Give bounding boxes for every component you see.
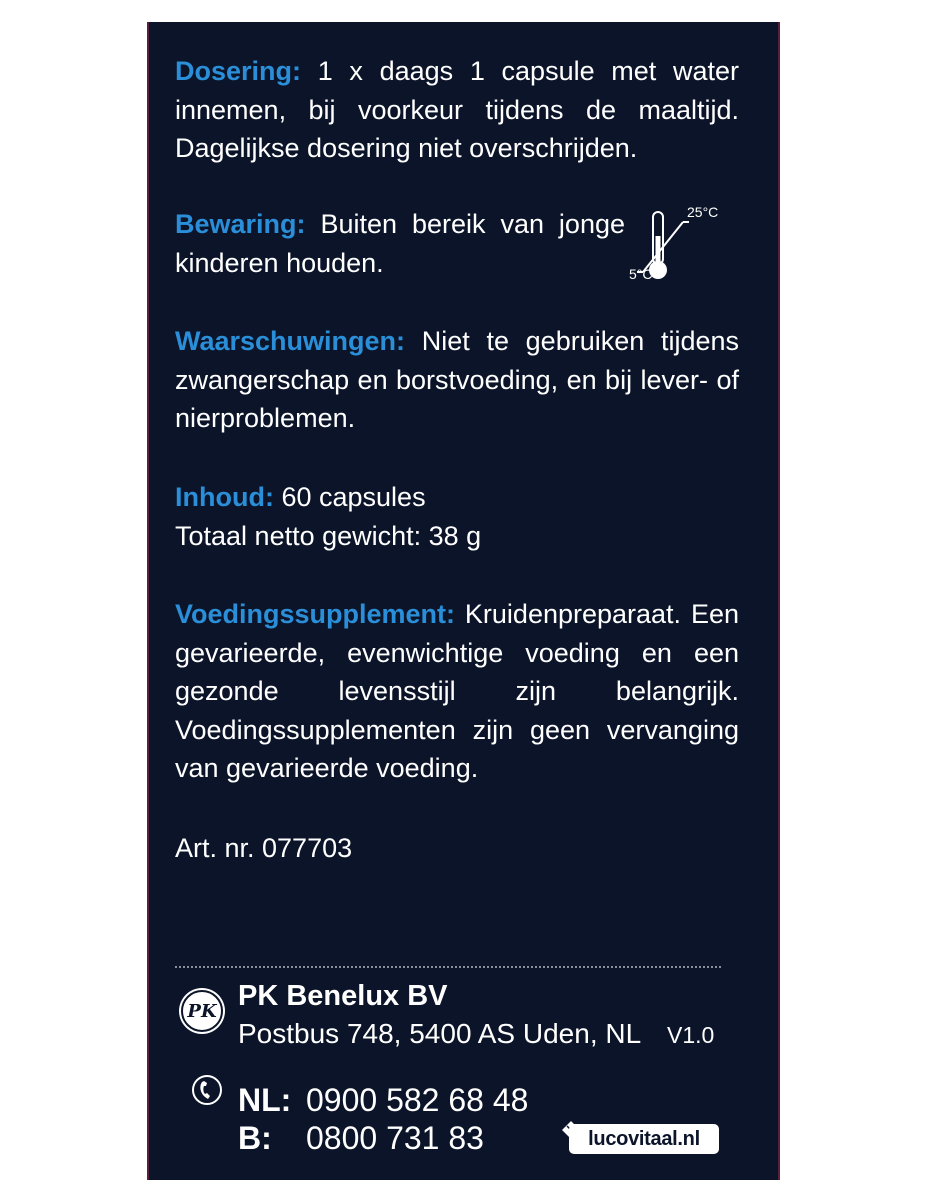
dosering-label: Dosering: <box>175 56 302 86</box>
product-label-panel <box>147 22 780 1180</box>
bewaring-label: Bewaring: <box>175 209 306 239</box>
voedingssupplement-text: Kruidenpreparaat. Een gevarieerde, evenwichtige voeding en een gezonde levensstijl zijn belangrijk. Voedingssupplementen zijn geen vervanging van gevarieerde voeding. <box>175 599 739 783</box>
dosering-text: 1 x daags 1 capsule met water innemen, bij voorkeur tijdens de maaltijd. Dagelijkse dosering niet overschrijden. <box>175 56 739 163</box>
bewaring-section <box>175 205 625 282</box>
bewaring-text: Buiten bereik van jonge kinderen houden. <box>175 209 625 278</box>
article-number: Art. nr. 077703 <box>175 833 353 863</box>
waarschuwingen-section <box>175 322 739 438</box>
version-label: V1.0 <box>667 1022 715 1048</box>
min-temperature: 5°C <box>629 266 653 282</box>
phone-row-nl <box>238 1082 528 1119</box>
waarschuwingen-text: Niet te gebruiken tijdens zwangerschap en borstvoeding, en bij lever- of nierproblemen. <box>175 326 739 433</box>
website-url[interactable]: lucovitaal.nl <box>569 1124 719 1154</box>
company-logo-icon: PK <box>181 990 223 1032</box>
voedingssupplement-section <box>175 595 739 788</box>
company-name: PK Benelux BV <box>238 980 448 1012</box>
website-badge[interactable] <box>557 1116 721 1156</box>
nl-label: NL: <box>238 1082 292 1118</box>
phone-icon <box>191 1074 223 1106</box>
thermometer-icon <box>629 202 737 302</box>
nl-phone-number[interactable]: 0900 582 68 48 <box>306 1082 529 1118</box>
max-temperature: 25°C <box>687 204 719 220</box>
inhoud-section <box>175 478 739 555</box>
waarschuwingen-label: Waarschuwingen: <box>175 326 406 356</box>
voedingssupplement-label: Voedingssupplement: <box>175 599 456 629</box>
b-phone-number[interactable]: 0800 731 83 <box>306 1120 484 1156</box>
company-address: Postbus 748, 5400 AS Uden, NL <box>238 1018 642 1049</box>
inhoud-label: Inhoud: <box>175 482 274 512</box>
dosering-section <box>175 52 739 168</box>
phone-row-b <box>238 1120 484 1157</box>
inhoud-text: 60 capsules <box>273 482 426 512</box>
dotted-divider <box>175 966 721 968</box>
inhoud-line <box>175 478 739 517</box>
net-weight: Totaal netto gewicht: 38 g <box>175 520 482 551</box>
b-label: B: <box>238 1120 272 1156</box>
